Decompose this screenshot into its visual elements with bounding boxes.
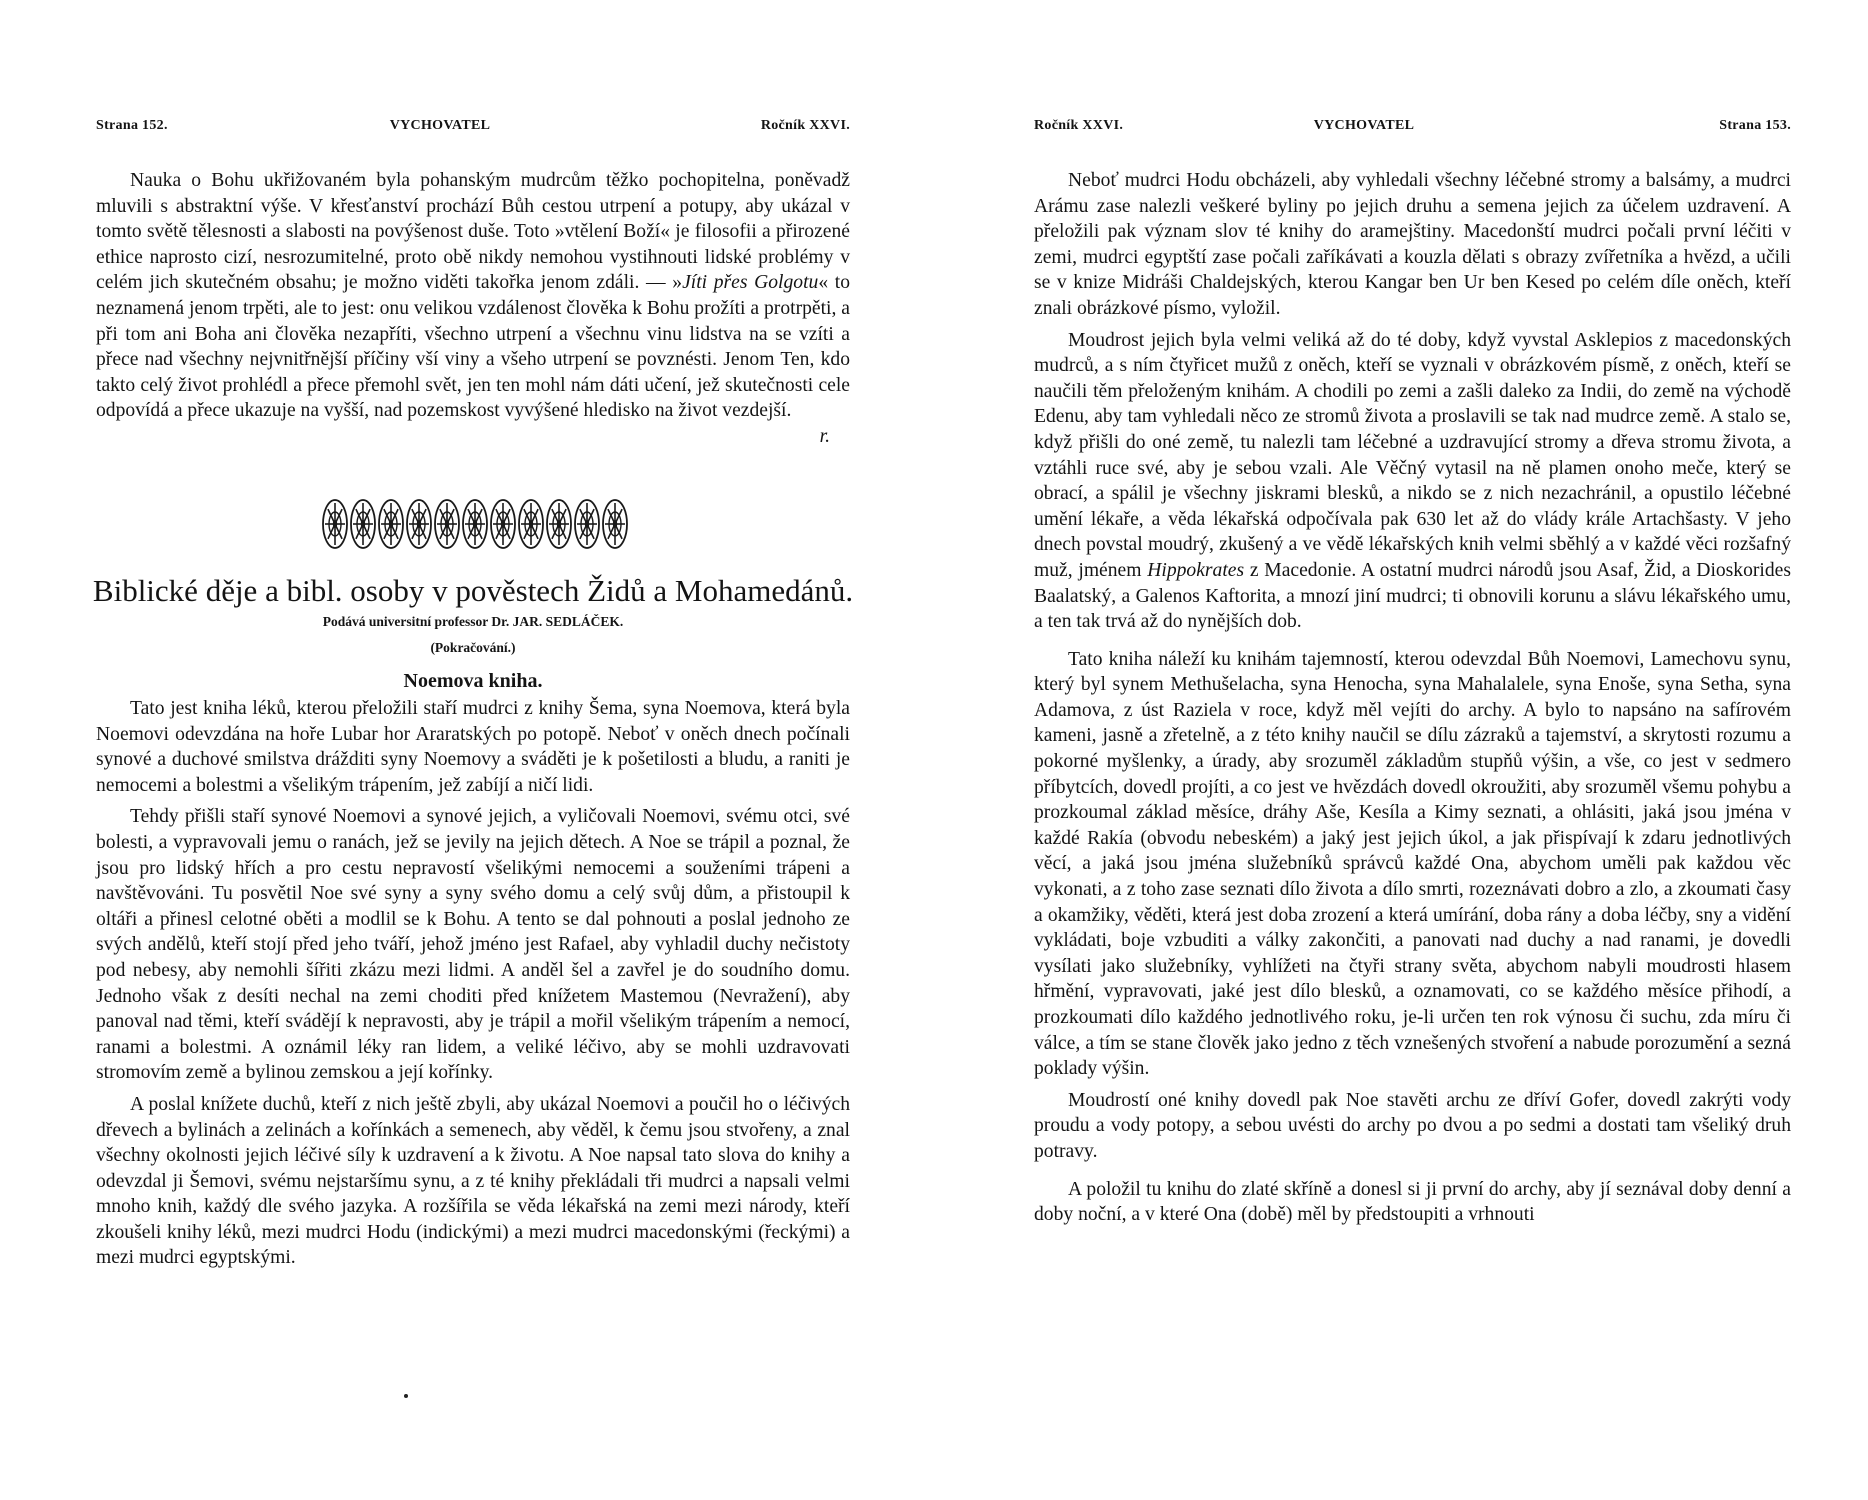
volume-label: Ročník XXVI. xyxy=(1034,118,1124,133)
rosette-ornament-icon xyxy=(462,498,488,550)
intro-paragraph xyxy=(96,168,850,424)
signature-line xyxy=(96,424,850,450)
body-paragraph: Tato jest kniha léků, kterou přeložili staří mudrci z knihy Šema, syna Noemova, která byla Noemovi odevzdána na hoře Lubar hor Araratských po potopě. Neboť v oněch dnech počínali synové a duchové smilstva drážditi syny Noemovy a sváděti je k pošetilosti a bludu, a raniti je nemocemi a bolestmi a všelikým trápením, jež zabíjí a ničí lidi. xyxy=(96,698,850,796)
rosette-ornament-icon xyxy=(490,498,516,550)
intro-italic: Jíti přes Golgotu xyxy=(682,272,819,294)
volume-label: Ročník XXVI. xyxy=(760,118,850,133)
body-paragraph: A položil tu knihu do zlaté skříně a donesl si ji první do archy, aby jí seznával doby denní a doby noční, a v které Ona (době) měl by předstoupiti a vrhnouti xyxy=(1034,1178,1791,1226)
continuation-note: (Pokračování.) xyxy=(430,640,516,655)
body-paragraph: Tato kniha náleží ku knihám tajemností, kterou odevzdal Bůh Noemovi, Lamechovu synu, který byl synem Methušelacha, syna Henocha, syna Mahalalele, syna Enoše, syna Setha, syna Adamova, z úst Raziela v roce, když měl vejíti do archy. A bylo to napsáno na safírovém kameni, jasně a zřetelně, a z této knihy naučil se dílu zázraků a tajemství, a skrytosti rozumu a pokorné myšlenky, a úrady, aby srozuměl základům stupňů výšin, a vše, co jest v sedmero příbytcích, dovedl projíti, a co jest ve hvězdách dovedl okroužiti, aby srozuměl všemu pohybu a prozkoumal základ měsíce, dráhy Aše, Kesíla a Kimy seznati, a ohlásiti, jaká jsou jména v každé Rakía (obvodu nebeském) a jaký jest jejich úkol, a jak přispívají k zdaru jednotlivých věcí, a jaká jsou jména služebníků správců každé Ona, abychom uměli pak každou věc vykonati, a z toho zase seznati dílo života a dílo smrti, rozeznávati dobro a zlo, a zkoumati časy a okamžiky, věděti, která jest doba zrození a která umírání, doba rány a doba léčby, sny a vidění vykládati, boje vzbuditi a války zakončiti, a panovati nad duchy a nad ranami, je dovedli vysílati jako služebníky, vyhlížeti na čtyři strany světa, abychom nabyli moudrosti hlasem hřmění, vypravovati, jaké jest dílo blesků, a oznamovati, co se každého měsíce přihodí, a prozkoumati dílo každého jednotlivého roku, je-li určen ten rok výnosu či suchu, zda míru či válce, a tím se stane člověk jako jedno z těch vznešených stvoření a nabude porozumění a sezná poklady výšin. xyxy=(1034,648,1791,1080)
right-page xyxy=(934,0,1868,1500)
intro-block xyxy=(96,168,850,450)
rosette-ornament-icon xyxy=(518,498,544,550)
section-ornament xyxy=(322,496,628,552)
rosette-ornament-icon xyxy=(406,498,432,550)
article-title: Biblické děje a bibl. osoby v pověstech Židů a Mohamedánů. xyxy=(92,573,854,608)
rosette-ornament-icon xyxy=(434,498,460,550)
paragraph-text-2: z Macedonie. A ostatní mudrci národů jsou Asaf, Žid, a Dioskorides Baalatský, a Galenos Kaftorita, a mnozí jiní mudrci; ti obnovili korunu a slávu lékařského umu, a ten tak trvá až do nynějších dob. xyxy=(1034,559,1791,633)
body-paragraph: A poslal knížete duchů, kteří z nich ještě zbyli, aby ukázal Noemovi a poučil ho o léčivých dřevech a bylinách a zelinách a kořínkách a semenech, aby věděl, k čemu jsou stvořeny, a znal všechny okolnosti jejich léčivé síly k uzdravení a k životu. A Noe napsal tato slova do knihy a odevzdal ji Šemovi, svému nejstaršímu synu, a z té knihy překládali tři mudrci a napsali velmi mnoho knih, každý dle svého jazyka. A rozšířila se věda lékařská na zemi mezi národy, kteří zkoušeli knihy léků, mezi mudrci Hodu (indickými) a mezi mudrci macedonskými (řeckými) a mezi mudrci egyptskými. xyxy=(96,1093,850,1269)
rosette-ornament-icon xyxy=(602,498,628,550)
print-speck xyxy=(404,1394,408,1398)
body-paragraph: Tehdy přišli staří synové Noemovi a synové jejich, a vyličovali Noemovi, svému otci, své bolesti, a vypravovali jemu o ranách, jež se jevily na jejich dětech. A Noe se trápil a poznal, že jsou pro lidský hřích a pro cestu nepravostí všelikými nemocemi a souženími trápeni a navštěvováni. Tu posvětil Noe své syny a syny svého domu a celý svůj dům, a přistoupil k oltáři a přinesl celotné oběti a modlil se k Bohu. A tento se dal pohnouti a poslal jednoho ze svých andělů, kteří stojí před jeho tváří, jehož jméno jest Rafael, aby vyhladil duchy nečistoty pod nebesy, aby nemohli šířiti zkázu mezi lidmi. A anděl šel a zavřel je do soudního domu. Jednoho však z desíti nechal na zemi choditi před knížetem Mastemou (Nevražení), aby panoval nad těmi, kteří svádějí k nepravosti, aby je trápil a mořil všelikým trápením a nemocí, ranami a bolestmi. A oznámil léky ran lidem, a veliké léčivo, aby se mohli uzdravovati stromovím země a bylinou zemskou a její kořínky. xyxy=(96,806,850,1084)
paragraph-italic-name: Hippokrates xyxy=(1147,559,1245,581)
page-number: Strana 153. xyxy=(1719,118,1791,133)
author-signature: r. xyxy=(819,425,830,447)
page-number: Strana 152. xyxy=(96,118,168,133)
journal-title: VYCHOVATEL xyxy=(1313,118,1415,133)
body-paragraph: Moudrostí oné knihy dovedl pak Noe stavěti archu ze dříví Gofer, dovedl zakrýti vody proudu a vody potopy, a sebou uvésti do archy po dvou a po sedmi a dostati tam všeliký druh potravy. xyxy=(1034,1089,1791,1162)
body-paragraph: Neboť mudrci Hodu obcházeli, aby vyhledali všechny léčebné stromy a balsámy, a mudrci Arámu zase nalezli veškeré byliny po jejich druhu a semena jejich za účelem uzdravení. A přeložili pak význam slov té knihy do aramejštiny. Macedonští mudrci počali první léčiti v zemi, mudrci egyptští zase počali zaříkávati a kouzla dělati s obrazy zvířetníka a hvězd, a učili se v knize Midráši Chaldejských, kterou Kangar ben Ur ben Kesed po celém díle oněch, kteří znali obrázkové písmo, vyložil. xyxy=(1034,170,1791,319)
intro-text-1: Nauka o Bohu ukřižovaném byla pohanským mudrcům těžko pochopitelna, poněvadž mluvili s abstraktní výše. V křesťanství prochází Bůh cestou utrpení a potupy, aby ukázal v tomto světě tělesnosti a slabosti na povýšenost duše. Toto »vtělení Boží« je filosofii a přirozené ethice naprosto cizí, nesrozumitelné, proto obě nikdy nemohou vystihnouti lidské problémy v celém jich skutečném obsahu; je možno viděti takořka jenom zdáli. — » xyxy=(96,170,850,294)
article-byline: Podává universitní professor Dr. JAR. SEDLÁČEK. xyxy=(322,614,624,629)
rosette-ornament-icon xyxy=(546,498,572,550)
right-body xyxy=(1034,168,1791,1228)
article-body xyxy=(96,696,850,1271)
rosette-ornament-icon xyxy=(378,498,404,550)
intro-text-2: « to neznamená jenom trpěti, ale to jest: onu velikou vzdálenost člověka k Bohu prožíti a protrpěti, a při tom ani Boha ani člověka nezapříti, všechno utrpení a všechnu vinu lidstva na se vzíti a přece nad všechny nejvnitřnější příčiny vší viny a všeho utrpení se povznésti. Jenom Ten, kdo takto celý život prohlédl a přece přemohl svět, jen ten mohl nám dáti učení, jež skutečnosti cele odpovídá a přece ukazuje na vyšší, nad pozemskost vyvýšené hledisko na život vezdejší. xyxy=(96,272,850,422)
section-heading: Noemova kniha. xyxy=(403,670,543,692)
journal-title: VYCHOVATEL xyxy=(389,118,491,133)
paragraph-text-1: Moudrost jejich byla velmi veliká až do té doby, když vyvstal Asklepios z macedonských mudrců, a s ním čtyřicet mužů z oněch, kteří se vyznali v obrázkovém písmě, z oněch, kteří se naučili těm přeloženým knihám. A chodili po zemi a zašli daleko za Indii, do země na východě Edenu, aby tam vyhledali něco ze stromů života a proslavili se tak nad mudrce země. A stalo se, když přišli do oné země, tu nalezli tam léčebné a uzdravující stromy a dřeva stromu života, a vztáhli ruce své, aby je sebou vzali. Ale Věčný vytasil na ně plamen onoho meče, který se obrací, a spálil je všechny jiskrami blesků, a nikdo se z nich nezachránil, a opustilo léčebné umění lékaře, a věda lékařská odpočívala pak 630 let až do vlády krále Artachšasty. V jeho dnech povstal moudrý, zkušený a ve vědě lékařských knih velmi sběhlý a v každé věci rozšafný muž, jménem xyxy=(1034,329,1791,581)
rosette-ornament-icon xyxy=(322,498,348,550)
rosette-ornament-icon xyxy=(350,498,376,550)
body-paragraph xyxy=(1034,328,1791,635)
rosette-ornament-icon xyxy=(574,498,600,550)
